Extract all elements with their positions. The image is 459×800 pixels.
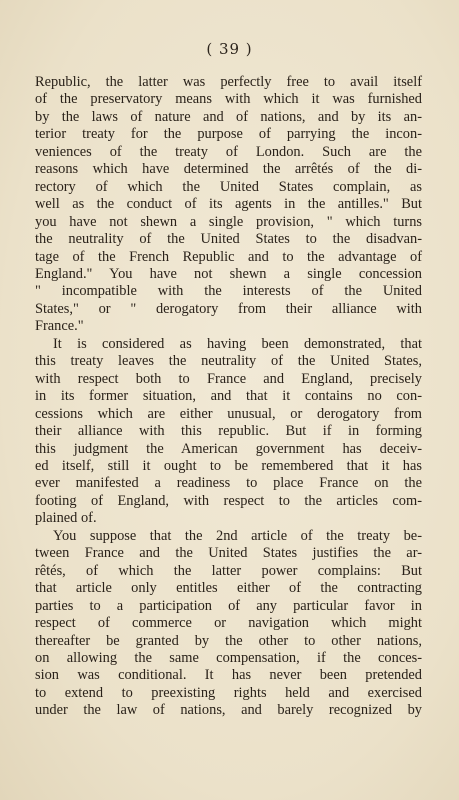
text-line: It is considered as having been demonstrated, that: [53, 335, 422, 352]
text-line: to extend to preexisting rights held and exercised: [35, 684, 422, 701]
text-line: thereafter be granted by the other to other nations,: [35, 632, 422, 649]
text-line: in its former situation, and that it contains no con-: [35, 388, 422, 405]
text-line: sion was conditional. It has never been pretended: [35, 667, 422, 684]
text-line: that article only entitles either of the contracting: [35, 580, 422, 597]
paragraph-1: [35, 74, 422, 336]
text-line: tween France and the United States justifies the ar-: [35, 545, 422, 562]
text-line: their alliance with this republic. But if in forming: [35, 423, 422, 440]
text-line: rectory of which the United States complain, as: [35, 178, 422, 195]
text-line: on allowing the same compensation, if the conces-: [35, 649, 422, 666]
text-line: this treaty leaves the neutrality of the United States,: [35, 353, 422, 370]
text-line: under the law of nations, and barely recognized by: [35, 702, 422, 719]
text-line: Republic, the latter was perfectly free to avail itself: [35, 74, 422, 90]
text-line: cessions which are either unusual, or derogatory from: [35, 405, 422, 422]
text-line: rêtés, of which the latter power complains: But: [35, 562, 422, 579]
text-line: parties to a participation of any particular favor in: [35, 597, 422, 614]
text-line: the neutrality of the United States to the disadvan-: [35, 231, 422, 248]
text-line: of the preservatory means with which it was furnished: [35, 91, 422, 108]
page-number: ( 39 ): [206, 40, 253, 58]
text-line: France.": [35, 318, 84, 335]
text-line: this judgment the American government has deceiv-: [35, 440, 422, 457]
text-line: ed itself, still it ought to be remembered that it has: [35, 457, 422, 474]
text-line: tage of the French Republic and to the advantage of: [35, 248, 422, 265]
text-line: terior treaty for the purpose of parrying the incon-: [35, 126, 422, 143]
text-line: ever manifested a readiness to place France on the: [35, 475, 422, 492]
body-text: [35, 74, 422, 720]
text-line: well as the conduct of its agents in the antilles." But: [35, 196, 422, 213]
text-line: You suppose that the 2nd article of the treaty be-: [53, 527, 422, 544]
text-line: " incompatible with the interests of the United: [35, 283, 422, 300]
text-line: by the laws of nature and of nations, and by its an-: [35, 108, 422, 125]
text-line: with respect both to France and England, precisely: [35, 370, 422, 387]
text-line: you have not shewn a single provision, " which turns: [35, 213, 422, 230]
text-line: plained of.: [35, 510, 97, 527]
text-line: respect of commerce or navigation which might: [35, 615, 422, 632]
paragraph-3: [35, 528, 422, 720]
text-line: England." You have not shewn a single concession: [35, 265, 422, 282]
text-line: reasons which have determined the arrêtés of the di-: [35, 161, 422, 178]
text-line: States," or " derogatory from their alliance with: [35, 300, 422, 317]
text-line: footing of England, with respect to the articles com-: [35, 492, 422, 509]
paragraph-2: [35, 336, 422, 528]
text-line: veniences of the treaty of London. Such are the: [35, 143, 422, 160]
